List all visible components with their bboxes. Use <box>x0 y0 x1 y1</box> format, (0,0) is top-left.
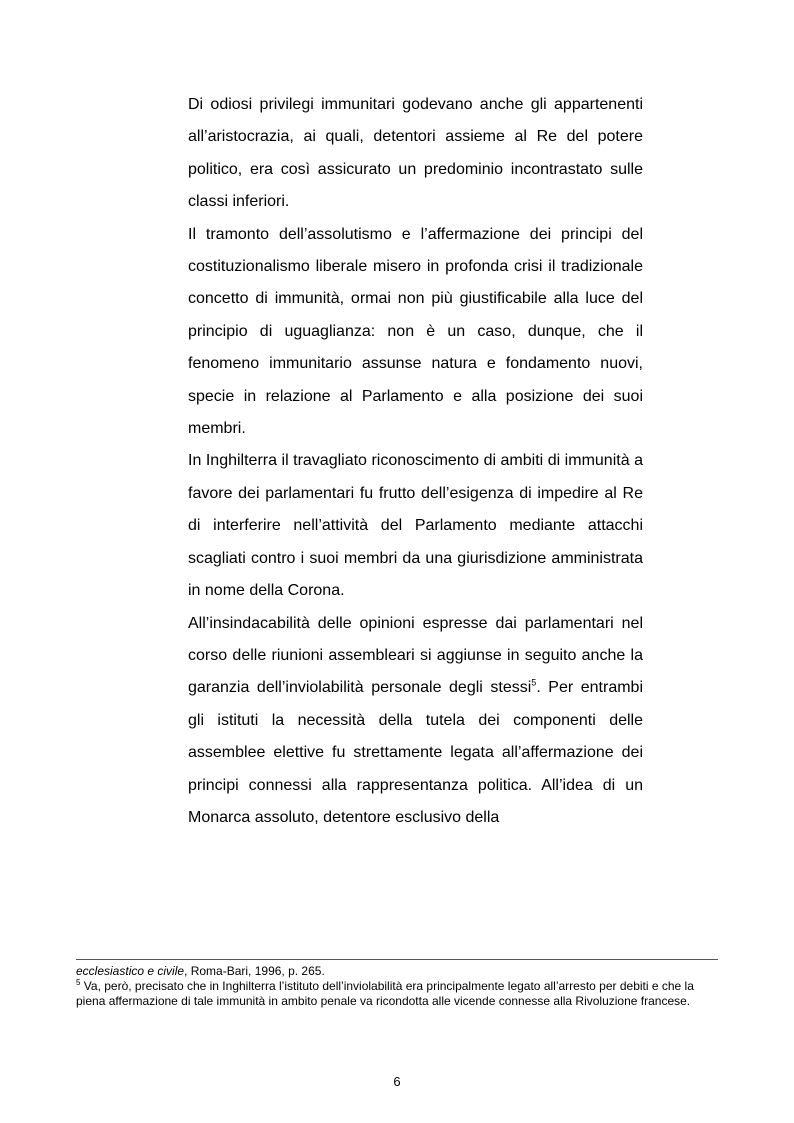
footnote-5 <box>76 979 719 1009</box>
paragraph-2: Il tramonto dell’assolutismo e l’affermazione dei principi del costituzionalismo liberale misero in profonda crisi il tradizionale concetto di immunità, ormai non più giustificabile alla luce del principio di uguaglianza: non è un caso, dunque, che il fenomeno immunitario assunse natura e fondamento nuovi, specie in relazione al Parlamento e alla posizione dei suoi membri. <box>188 225 643 438</box>
paragraph-4-text-b: . Per entrambi gli istituti la necessità della tutela dei componenti delle assemblee elettive fu strettamente legata all’affermazione dei principi connessi alla rappresentanza politica. All’idea di un Monarca assoluto, detentore esclusivo della <box>188 679 644 826</box>
paragraph-1: Di odiosi privilegi immunitari godevano anche gli appartenenti all’aristocrazia, ai quali, detentori assieme al Re del potere politico, era così assicurato un predominio incontrastato sulle classi inferiori. <box>188 96 643 211</box>
footnote-reference-5[interactable]: 5 <box>531 677 537 688</box>
footnote-continued-text: , Roma-Bari, 1996, p. 265. <box>184 964 325 978</box>
paragraph-4-text-a: All’insindacabilità delle opinioni espresse dai parlamentari nel corso delle riunioni assembleari si aggiunse in seguito anche la garanzia dell’inviolabilità personale degli stessi <box>188 614 643 697</box>
footnote-continued-italic: ecclesiastico e civile <box>76 964 185 978</box>
footnote-5-text: Va, però, precisato che in Inghilterra l’istituto dell’inviolabilità era principalmente legato all’arresto per debiti e che la piena affermazione di tale immunità in ambito penale va ricondotta alle vicende connesse alla Rivoluzione francese. <box>76 979 694 1008</box>
page-number: 6 <box>393 1074 401 1089</box>
paragraph-3: In Inghilterra il travagliato riconoscimento di ambiti di immunità a favore dei parlamentari fu frutto dell’esigenza di impedire al Re di interferire nell’attività del Parlamento mediante attacchi scagliati contro i suoi membri da una giurisdizione amministrata in nome della Corona. <box>188 452 643 600</box>
body-text <box>188 89 643 834</box>
footnote-continued <box>76 964 719 979</box>
footnote-5-marker: 5 <box>76 978 81 987</box>
footnote-separator <box>76 959 718 960</box>
paragraph-4 <box>188 608 643 835</box>
footnotes <box>76 964 719 1009</box>
